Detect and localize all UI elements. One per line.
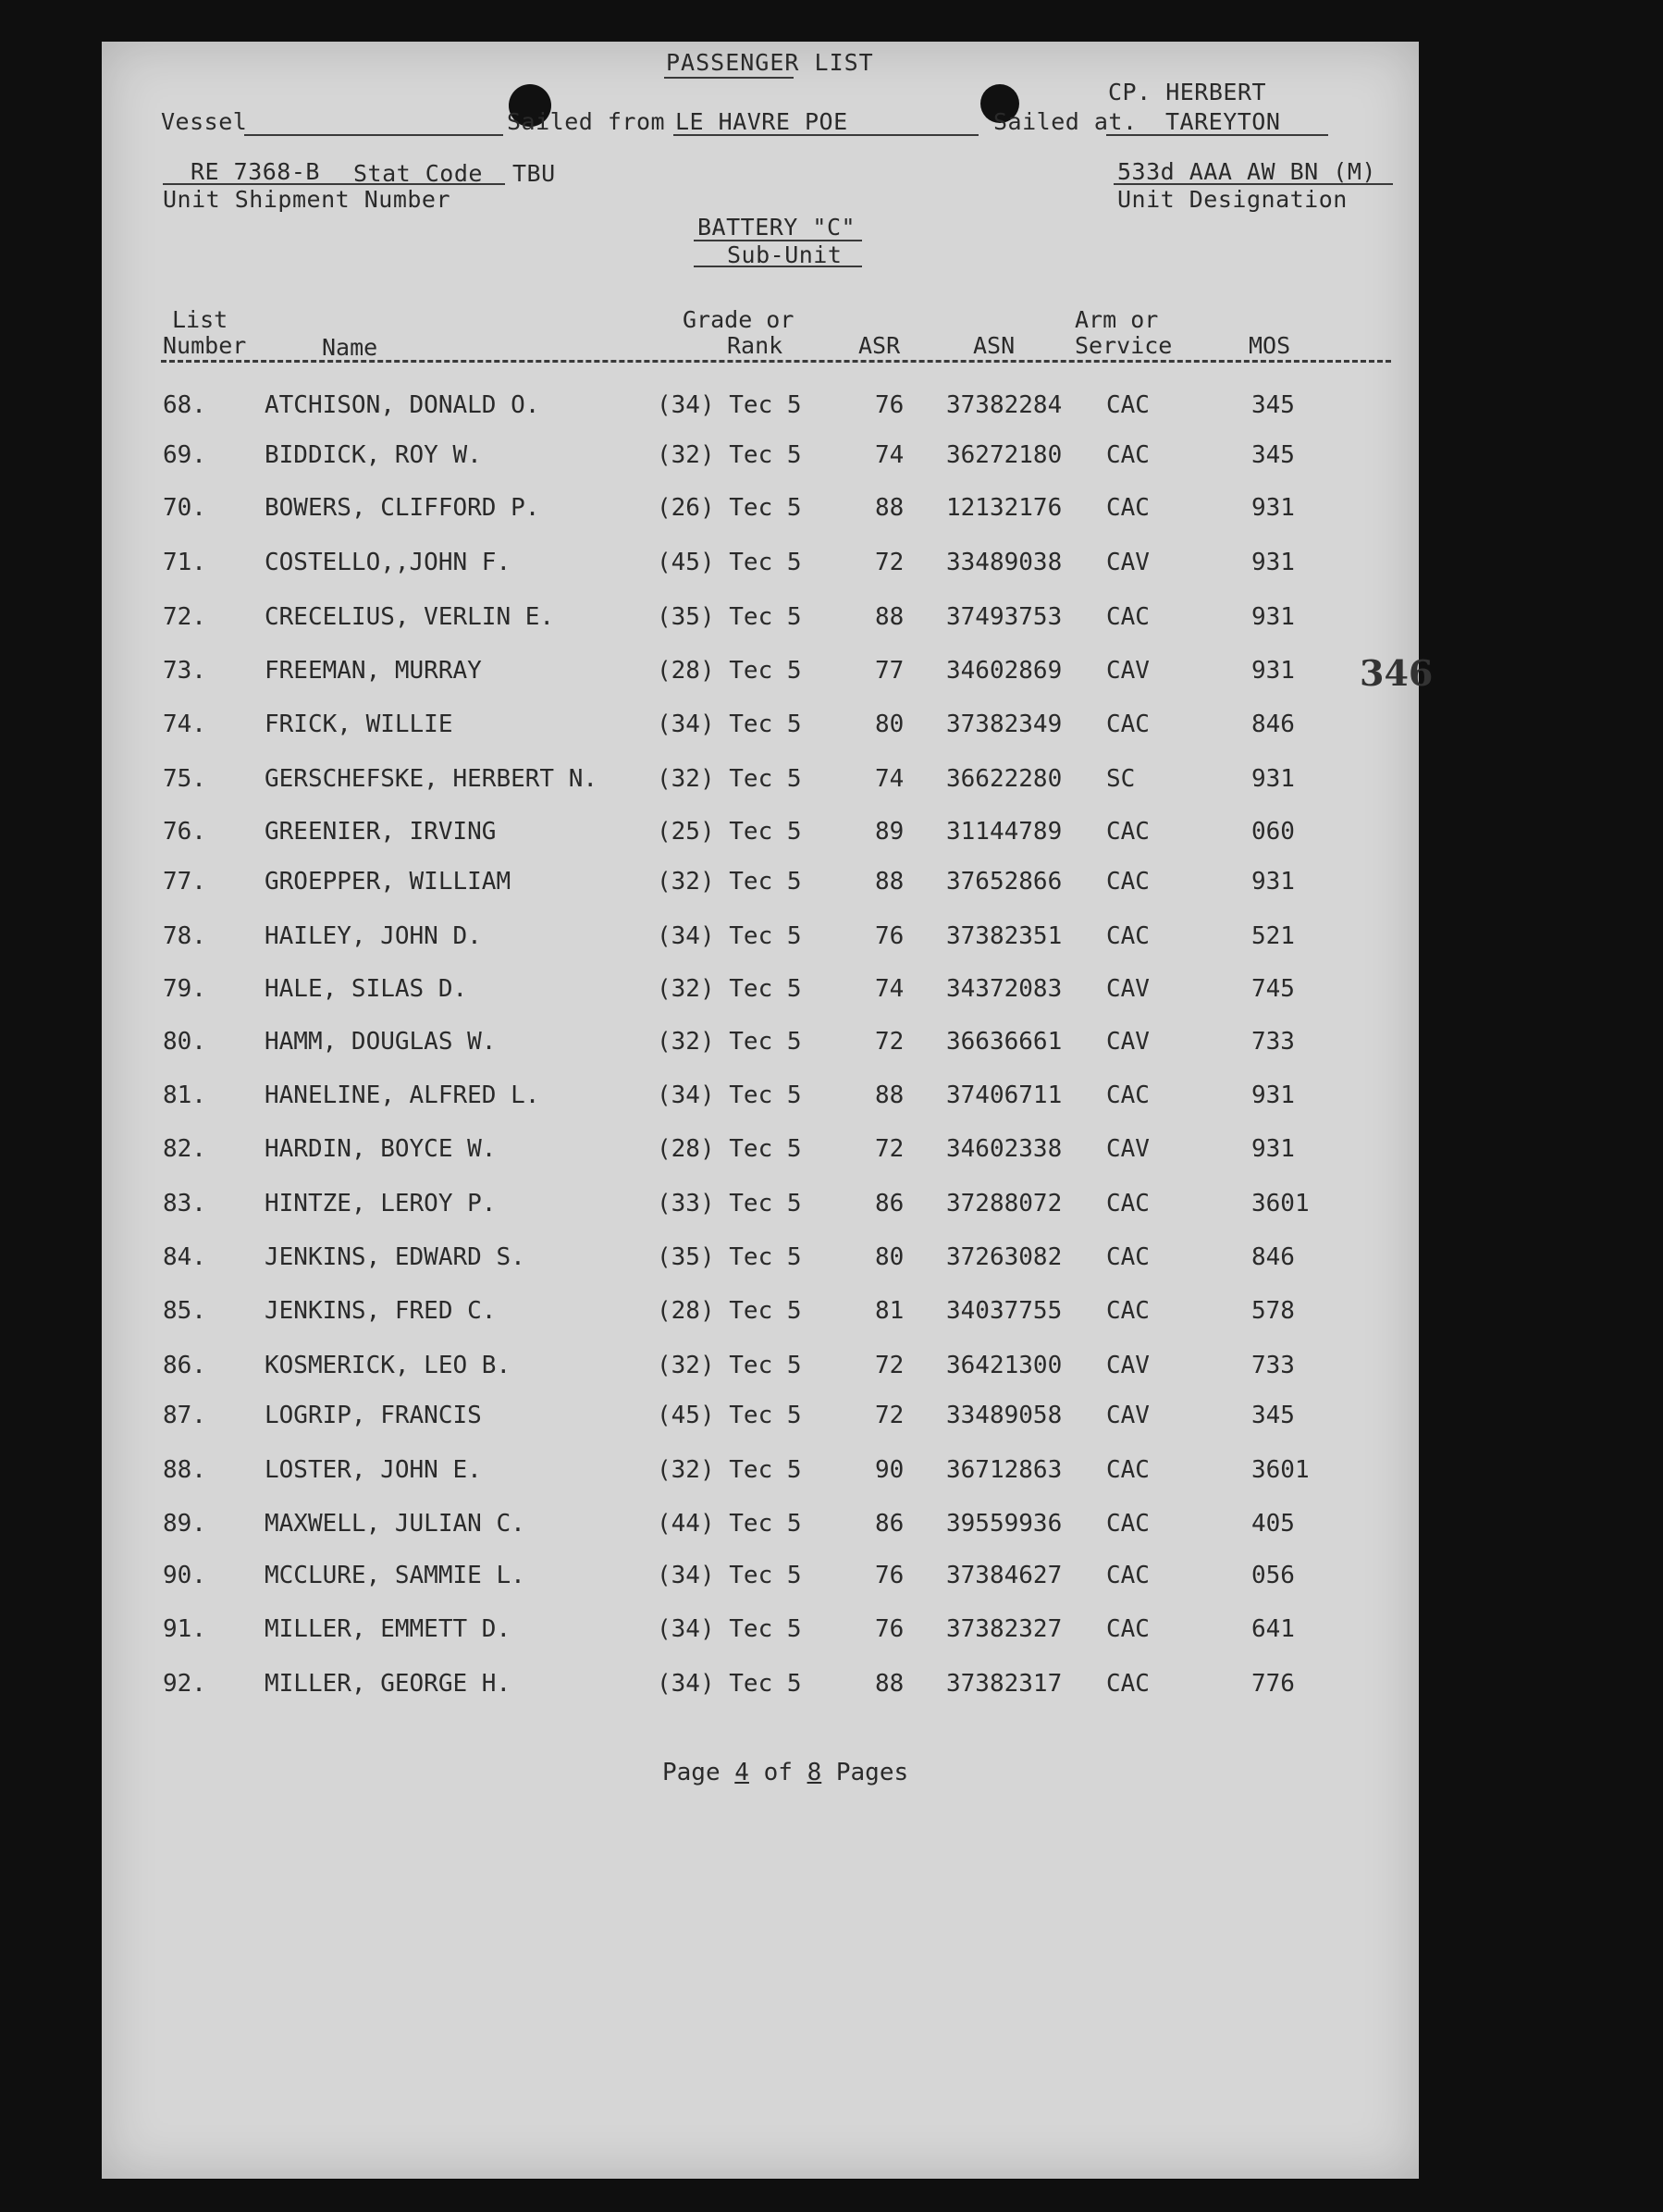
mos-code: 521 bbox=[1251, 922, 1295, 950]
passenger-name: LOGRIP, FRANCIS bbox=[265, 1402, 482, 1429]
passenger-name: ATCHISON, DONALD O. bbox=[265, 391, 540, 419]
list-number: 83. bbox=[163, 1190, 206, 1217]
asn-value: 36622280 bbox=[946, 765, 1063, 793]
asn-value: 37382351 bbox=[946, 922, 1063, 950]
passenger-name: HAMM, DOUGLAS W. bbox=[265, 1028, 497, 1056]
unit-shipment-underline bbox=[163, 183, 505, 185]
list-number: 84. bbox=[163, 1243, 206, 1271]
arm-service: CAC bbox=[1106, 1243, 1150, 1271]
col-header-list: List bbox=[172, 306, 228, 333]
grade-rank: (25) Tec 5 bbox=[657, 818, 802, 846]
passenger-name: FRICK, WILLIE bbox=[265, 711, 453, 738]
passenger-name: BIDDICK, ROY W. bbox=[265, 441, 482, 469]
asr-value: 72 bbox=[875, 1135, 905, 1163]
list-number: 85. bbox=[163, 1297, 206, 1325]
list-number: 78. bbox=[163, 922, 206, 950]
mos-code: 733 bbox=[1251, 1352, 1295, 1379]
table-row bbox=[102, 922, 1419, 959]
list-number: 81. bbox=[163, 1081, 206, 1109]
footer-page-suffix: Pages bbox=[835, 1759, 909, 1786]
grade-rank: (34) Tec 5 bbox=[657, 1562, 802, 1589]
asn-value: 34037755 bbox=[946, 1297, 1063, 1325]
footer-page-prefix: Page bbox=[662, 1759, 721, 1786]
passenger-name: COSTELLO,,JOHN F. bbox=[265, 549, 511, 576]
vessel-underline bbox=[244, 134, 503, 136]
passenger-name: HARDIN, BOYCE W. bbox=[265, 1135, 497, 1163]
table-row bbox=[102, 549, 1419, 586]
asn-value: 39559936 bbox=[946, 1510, 1063, 1538]
grade-rank: (34) Tec 5 bbox=[657, 391, 802, 419]
asr-value: 74 bbox=[875, 765, 905, 793]
sailed-at-value: TAREYTON bbox=[1165, 108, 1281, 135]
sub-unit-label-underline bbox=[694, 266, 862, 267]
arm-service: CAC bbox=[1106, 494, 1150, 522]
grade-rank: (45) Tec 5 bbox=[657, 1402, 802, 1429]
stat-code-value: TBU bbox=[512, 160, 556, 187]
asr-value: 72 bbox=[875, 1402, 905, 1429]
list-number: 86. bbox=[163, 1352, 206, 1379]
table-row bbox=[102, 657, 1419, 694]
grade-rank: (34) Tec 5 bbox=[657, 1670, 802, 1698]
passenger-name: KOSMERICK, LEO B. bbox=[265, 1352, 511, 1379]
asr-value: 76 bbox=[875, 391, 905, 419]
passenger-name: CRECELIUS, VERLIN E. bbox=[265, 603, 555, 631]
unit-designation-value: 533d AAA AW BN (M) bbox=[1117, 158, 1376, 185]
arm-service: CAV bbox=[1106, 975, 1150, 1003]
asr-value: 80 bbox=[875, 1243, 905, 1271]
sailed-from-label: Sailed from bbox=[507, 108, 666, 135]
passenger-name: HALE, SILAS D. bbox=[265, 975, 468, 1003]
camp-note: CP. HERBERT bbox=[1108, 79, 1267, 105]
asn-value: 34372083 bbox=[946, 975, 1063, 1003]
sub-unit-label: Sub-Unit bbox=[727, 241, 843, 268]
arm-service: CAV bbox=[1106, 1135, 1150, 1163]
grade-rank: (32) Tec 5 bbox=[657, 1456, 802, 1484]
arm-service: CAV bbox=[1106, 1028, 1150, 1056]
arm-service: CAC bbox=[1106, 868, 1150, 896]
arm-service: CAC bbox=[1106, 1670, 1150, 1698]
grade-rank: (34) Tec 5 bbox=[657, 1081, 802, 1109]
mos-code: 931 bbox=[1251, 1081, 1295, 1109]
table-row bbox=[102, 1190, 1419, 1227]
list-number: 77. bbox=[163, 868, 206, 896]
asn-value: 36421300 bbox=[946, 1352, 1063, 1379]
table-row bbox=[102, 1135, 1419, 1172]
arm-service: CAC bbox=[1106, 441, 1150, 469]
asr-value: 88 bbox=[875, 868, 905, 896]
passenger-name: FREEMAN, MURRAY bbox=[265, 657, 482, 685]
arm-service: CAC bbox=[1106, 1190, 1150, 1217]
asr-value: 90 bbox=[875, 1456, 905, 1484]
asr-value: 76 bbox=[875, 922, 905, 950]
asn-value: 31144789 bbox=[946, 818, 1063, 846]
title-underline bbox=[664, 77, 794, 79]
passenger-name: JENKINS, FRED C. bbox=[265, 1297, 497, 1325]
passenger-name: MILLER, GEORGE H. bbox=[265, 1670, 511, 1698]
unit-designation-underline bbox=[1114, 183, 1393, 185]
grade-rank: (32) Tec 5 bbox=[657, 441, 802, 469]
list-number: 69. bbox=[163, 441, 206, 469]
arm-service: CAC bbox=[1106, 1615, 1150, 1643]
mos-code: 3601 bbox=[1251, 1456, 1310, 1484]
passenger-name: HANELINE, ALFRED L. bbox=[265, 1081, 540, 1109]
list-number: 76. bbox=[163, 818, 206, 846]
asr-value: 77 bbox=[875, 657, 905, 685]
asn-value: 33489038 bbox=[946, 549, 1063, 576]
grade-rank: (45) Tec 5 bbox=[657, 549, 802, 576]
grade-rank: (32) Tec 5 bbox=[657, 1352, 802, 1379]
passenger-name: BOWERS, CLIFFORD P. bbox=[265, 494, 540, 522]
arm-service: CAC bbox=[1106, 1510, 1150, 1538]
asr-value: 72 bbox=[875, 1352, 905, 1379]
arm-service: CAC bbox=[1106, 922, 1150, 950]
grade-rank: (32) Tec 5 bbox=[657, 868, 802, 896]
mos-code: 641 bbox=[1251, 1615, 1295, 1643]
grade-rank: (32) Tec 5 bbox=[657, 765, 802, 793]
grade-rank: (28) Tec 5 bbox=[657, 1297, 802, 1325]
asn-value: 12132176 bbox=[946, 494, 1063, 522]
table-row bbox=[102, 1402, 1419, 1439]
table-row bbox=[102, 391, 1419, 428]
asr-value: 89 bbox=[875, 818, 905, 846]
unit-designation-label: Unit Designation bbox=[1117, 186, 1348, 213]
table-row bbox=[102, 603, 1419, 640]
mos-code: 733 bbox=[1251, 1028, 1295, 1056]
sailed-from-underline bbox=[673, 134, 979, 136]
mos-code: 931 bbox=[1251, 765, 1295, 793]
passenger-name: MILLER, EMMETT D. bbox=[265, 1615, 511, 1643]
list-number: 89. bbox=[163, 1510, 206, 1538]
arm-service: CAC bbox=[1106, 1456, 1150, 1484]
asn-value: 37263082 bbox=[946, 1243, 1063, 1271]
mos-code: 776 bbox=[1251, 1670, 1295, 1698]
grade-rank: (32) Tec 5 bbox=[657, 975, 802, 1003]
mos-code: 3601 bbox=[1251, 1190, 1310, 1217]
asn-value: 36712863 bbox=[946, 1456, 1063, 1484]
arm-service: CAV bbox=[1106, 1402, 1150, 1429]
unit-shipment-number-label: Unit Shipment Number bbox=[163, 186, 451, 213]
table-row bbox=[102, 1297, 1419, 1334]
passenger-name: JENKINS, EDWARD S. bbox=[265, 1243, 525, 1271]
asn-value: 33489058 bbox=[946, 1402, 1063, 1429]
passenger-name: MAXWELL, JULIAN C. bbox=[265, 1510, 525, 1538]
arm-service: SC bbox=[1106, 765, 1136, 793]
grade-rank: (44) Tec 5 bbox=[657, 1510, 802, 1538]
page-footer bbox=[662, 1759, 908, 1786]
asr-value: 72 bbox=[875, 549, 905, 576]
unit-shipment-number-value: RE 7368-B bbox=[191, 158, 320, 185]
table-row bbox=[102, 1615, 1419, 1652]
grade-rank: (34) Tec 5 bbox=[657, 1615, 802, 1643]
sailed-from-value: LE HAVRE POE bbox=[675, 108, 848, 135]
list-number: 70. bbox=[163, 494, 206, 522]
vessel-label: Vessel bbox=[161, 108, 248, 135]
arm-service: CAC bbox=[1106, 1562, 1150, 1589]
footer-page-mid: of bbox=[763, 1759, 793, 1786]
asr-value: 88 bbox=[875, 1081, 905, 1109]
passenger-name: GREENIER, IRVING bbox=[265, 818, 497, 846]
stat-code-label: Stat Code bbox=[353, 160, 483, 187]
mos-code: 345 bbox=[1251, 1402, 1295, 1429]
table-row bbox=[102, 818, 1419, 855]
asn-value: 37382284 bbox=[946, 391, 1063, 419]
col-header-service: Service bbox=[1075, 332, 1173, 359]
arm-service: CAV bbox=[1106, 549, 1150, 576]
table-row bbox=[102, 1510, 1419, 1547]
asr-value: 88 bbox=[875, 494, 905, 522]
passenger-name: GROEPPER, WILLIAM bbox=[265, 868, 511, 896]
list-number: 80. bbox=[163, 1028, 206, 1056]
asn-value: 34602338 bbox=[946, 1135, 1063, 1163]
table-row bbox=[102, 494, 1419, 531]
grade-rank: (26) Tec 5 bbox=[657, 494, 802, 522]
sailed-at-label: Sailed at. bbox=[993, 108, 1138, 135]
asr-value: 72 bbox=[875, 1028, 905, 1056]
mos-code: 345 bbox=[1251, 391, 1295, 419]
sailed-at-underline bbox=[1106, 134, 1328, 136]
table-row bbox=[102, 1670, 1419, 1707]
passenger-name: HAILEY, JOHN D. bbox=[265, 922, 482, 950]
asr-value: 88 bbox=[875, 603, 905, 631]
asn-value: 37406711 bbox=[946, 1081, 1063, 1109]
mos-code: 846 bbox=[1251, 1243, 1295, 1271]
mos-code: 931 bbox=[1251, 494, 1295, 522]
mos-code: 060 bbox=[1251, 818, 1295, 846]
col-header-asr: ASR bbox=[858, 332, 901, 359]
grade-rank: (28) Tec 5 bbox=[657, 657, 802, 685]
asr-value: 86 bbox=[875, 1510, 905, 1538]
table-row bbox=[102, 1028, 1419, 1065]
table-row bbox=[102, 1456, 1419, 1493]
col-header-name: Name bbox=[322, 334, 378, 361]
arm-service: CAC bbox=[1106, 818, 1150, 846]
list-number: 92. bbox=[163, 1670, 206, 1698]
list-number: 79. bbox=[163, 975, 206, 1003]
asn-value: 37384627 bbox=[946, 1562, 1063, 1589]
list-number: 75. bbox=[163, 765, 206, 793]
asn-value: 36272180 bbox=[946, 441, 1063, 469]
list-number: 90. bbox=[163, 1562, 206, 1589]
grade-rank: (35) Tec 5 bbox=[657, 1243, 802, 1271]
list-number: 87. bbox=[163, 1402, 206, 1429]
passenger-name: LOSTER, JOHN E. bbox=[265, 1456, 482, 1484]
arm-service: CAC bbox=[1106, 1081, 1150, 1109]
list-number: 72. bbox=[163, 603, 206, 631]
asn-value: 37382317 bbox=[946, 1670, 1063, 1698]
grade-rank: (34) Tec 5 bbox=[657, 711, 802, 738]
asr-value: 86 bbox=[875, 1190, 905, 1217]
mos-code: 931 bbox=[1251, 868, 1295, 896]
table-row bbox=[102, 1243, 1419, 1280]
arm-service: CAC bbox=[1106, 1297, 1150, 1325]
list-number: 73. bbox=[163, 657, 206, 685]
list-number: 68. bbox=[163, 391, 206, 419]
asr-value: 76 bbox=[875, 1615, 905, 1643]
mos-code: 405 bbox=[1251, 1510, 1295, 1538]
list-number: 82. bbox=[163, 1135, 206, 1163]
grade-rank: (28) Tec 5 bbox=[657, 1135, 802, 1163]
asr-value: 74 bbox=[875, 975, 905, 1003]
sub-unit-value: BATTERY "C" bbox=[697, 214, 856, 241]
asn-value: 37382327 bbox=[946, 1615, 1063, 1643]
arm-service: CAV bbox=[1106, 1352, 1150, 1379]
passenger-name: MCCLURE, SAMMIE L. bbox=[265, 1562, 525, 1589]
grade-rank: (32) Tec 5 bbox=[657, 1028, 802, 1056]
header-rule bbox=[161, 360, 1391, 363]
asn-value: 37493753 bbox=[946, 603, 1063, 631]
grade-rank: (34) Tec 5 bbox=[657, 922, 802, 950]
mos-code: 846 bbox=[1251, 711, 1295, 738]
arm-service: CAC bbox=[1106, 711, 1150, 738]
mos-code: 056 bbox=[1251, 1562, 1295, 1589]
table-row bbox=[102, 1562, 1419, 1599]
mos-code: 578 bbox=[1251, 1297, 1295, 1325]
asn-value: 37652866 bbox=[946, 868, 1063, 896]
list-number: 91. bbox=[163, 1615, 206, 1643]
asr-value: 80 bbox=[875, 711, 905, 738]
asn-value: 34602869 bbox=[946, 657, 1063, 685]
document-page bbox=[102, 42, 1434, 2179]
asn-value: 37288072 bbox=[946, 1190, 1063, 1217]
asr-value: 76 bbox=[875, 1562, 905, 1589]
table-row bbox=[102, 1081, 1419, 1118]
footer-page-current: 4 bbox=[734, 1759, 749, 1786]
col-header-mos: MOS bbox=[1249, 332, 1291, 359]
table-row bbox=[102, 1352, 1419, 1389]
asr-value: 74 bbox=[875, 441, 905, 469]
mos-code: 931 bbox=[1251, 1135, 1295, 1163]
footer-page-total: 8 bbox=[807, 1759, 822, 1786]
mos-code: 931 bbox=[1251, 657, 1295, 685]
asn-value: 36636661 bbox=[946, 1028, 1063, 1056]
table-row bbox=[102, 765, 1419, 802]
col-header-asn: ASN bbox=[973, 332, 1016, 359]
passenger-name: HINTZE, LEROY P. bbox=[265, 1190, 497, 1217]
asr-value: 81 bbox=[875, 1297, 905, 1325]
arm-service: CAC bbox=[1106, 603, 1150, 631]
list-number: 74. bbox=[163, 711, 206, 738]
page-stamp-number: 346 bbox=[1360, 652, 1434, 694]
table-row bbox=[102, 975, 1419, 1012]
col-header-number: Number bbox=[163, 332, 247, 359]
mos-code: 931 bbox=[1251, 603, 1295, 631]
col-header-grade: Grade or bbox=[683, 306, 795, 333]
arm-service: CAV bbox=[1106, 657, 1150, 685]
passenger-name: GERSCHEFSKE, HERBERT N. bbox=[265, 765, 598, 793]
page-title: PASSENGER LIST bbox=[666, 49, 874, 76]
mos-code: 745 bbox=[1251, 975, 1295, 1003]
asn-value: 37382349 bbox=[946, 711, 1063, 738]
col-header-rank: Rank bbox=[727, 332, 783, 359]
table-row bbox=[102, 711, 1419, 748]
grade-rank: (35) Tec 5 bbox=[657, 603, 802, 631]
table-row bbox=[102, 868, 1419, 905]
list-number: 88. bbox=[163, 1456, 206, 1484]
grade-rank: (33) Tec 5 bbox=[657, 1190, 802, 1217]
asr-value: 88 bbox=[875, 1670, 905, 1698]
col-header-arm: Arm or bbox=[1075, 306, 1159, 333]
mos-code: 931 bbox=[1251, 549, 1295, 576]
arm-service: CAC bbox=[1106, 391, 1150, 419]
table-row bbox=[102, 441, 1419, 478]
list-number: 71. bbox=[163, 549, 206, 576]
mos-code: 345 bbox=[1251, 441, 1295, 469]
